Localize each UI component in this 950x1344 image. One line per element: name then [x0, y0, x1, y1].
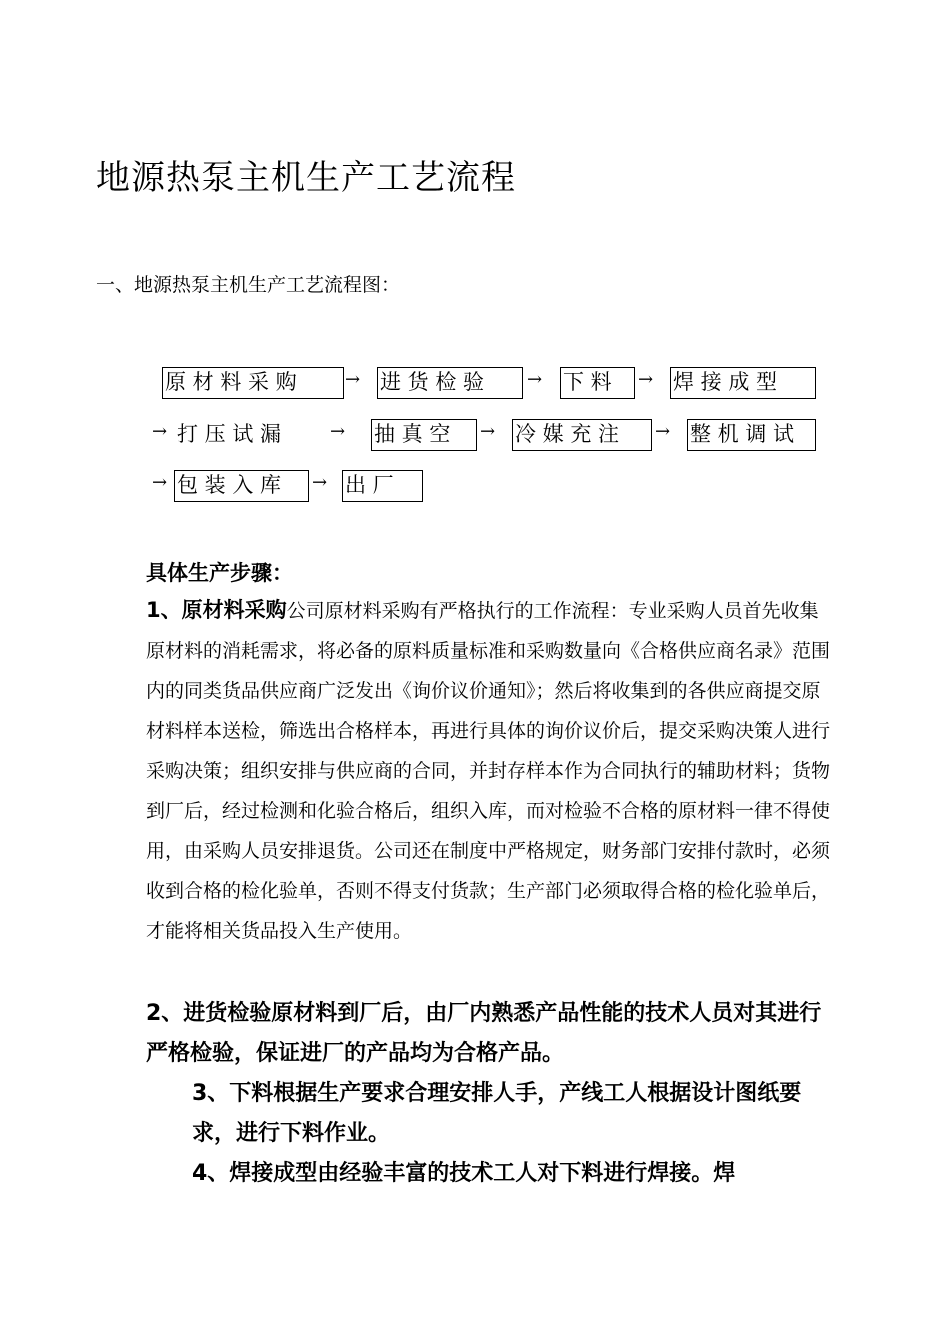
step3-paragraph: 3、下料根据生产要求合理安排人手，产线工人根据设计图纸要求，进行下料作业。 [192, 1081, 802, 1146]
flow-arrow: → [480, 421, 496, 442]
flow-arrow: → [527, 369, 543, 390]
flow-arrow: → [638, 369, 654, 390]
flow-box-incoming-inspection: 进 货 检 验 [377, 367, 523, 399]
step1-text: 公司原材料采购有严格执行的工作流程：专业采购人员首先收集原材料的消耗需求，将必备的原料质量标准和采购数量向《合格供应商名录》范围内的同类货品供应商广泛发出《询价议价通知》；然后将收集到的各供应商提交原材料样本送检，筛选出合格样本，再进行具体的询价议价后，提交采购决策人进行采购决策；组织安排与供应商的合同，并封存样本作为合同执行的辅助材料；货物到厂后，经过检测和化验合格后，组织入库，而对检验不合格的原材料一律不得使用，由采购人员安排退货。公司还在制度中严格规定，财务部门安排付款时，必须收到合格的检化验单，否则不得支付货款；生产部门必须取得合格的检化验单后，才能将相关货品投入生产使用。 [146, 600, 831, 942]
step1-paragraph [146, 590, 836, 951]
flow-box-raw-material-purchase: 原 材 料 采 购 [162, 367, 344, 399]
flow-box-refrigerant-charge: 冷 媒 充 注 [512, 419, 652, 451]
flow-arrow: → [330, 421, 346, 442]
step2-paragraph: 2、进货检验原材料到厂后，由厂内熟悉产品性能的技术人员对其进行严格检验，保证进厂的产品均为合格产品。 [146, 1001, 822, 1066]
document-title: 地源热泵主机生产工艺流程 [96, 158, 516, 198]
flow-arrow: → [345, 369, 361, 390]
flow-arrow: → [152, 472, 168, 493]
section-heading: 一、地源热泵主机生产工艺流程图： [96, 274, 401, 296]
step1-label: 1、原材料采购 [146, 598, 287, 622]
flow-box-pressure-test: 打 压 试 漏 [177, 422, 282, 446]
flow-box-cutting: 下 料 [560, 367, 635, 399]
flow-box-shipping: 出 厂 [342, 470, 423, 502]
flow-arrow: → [655, 421, 671, 442]
flow-box-vacuum: 抽 真 空 [371, 419, 477, 451]
flow-arrow: → [312, 472, 328, 493]
flow-arrow: → [152, 421, 168, 442]
steps-heading: 具体生产步骤： [146, 561, 293, 585]
step4-paragraph: 4、焊接成型由经验丰富的技术工人对下料进行焊接。焊 [192, 1161, 736, 1186]
flow-box-welding: 焊 接 成 型 [670, 367, 816, 399]
flow-box-debugging: 整 机 调 试 [687, 419, 816, 451]
flow-box-packaging: 包 装 入 库 [174, 470, 309, 502]
